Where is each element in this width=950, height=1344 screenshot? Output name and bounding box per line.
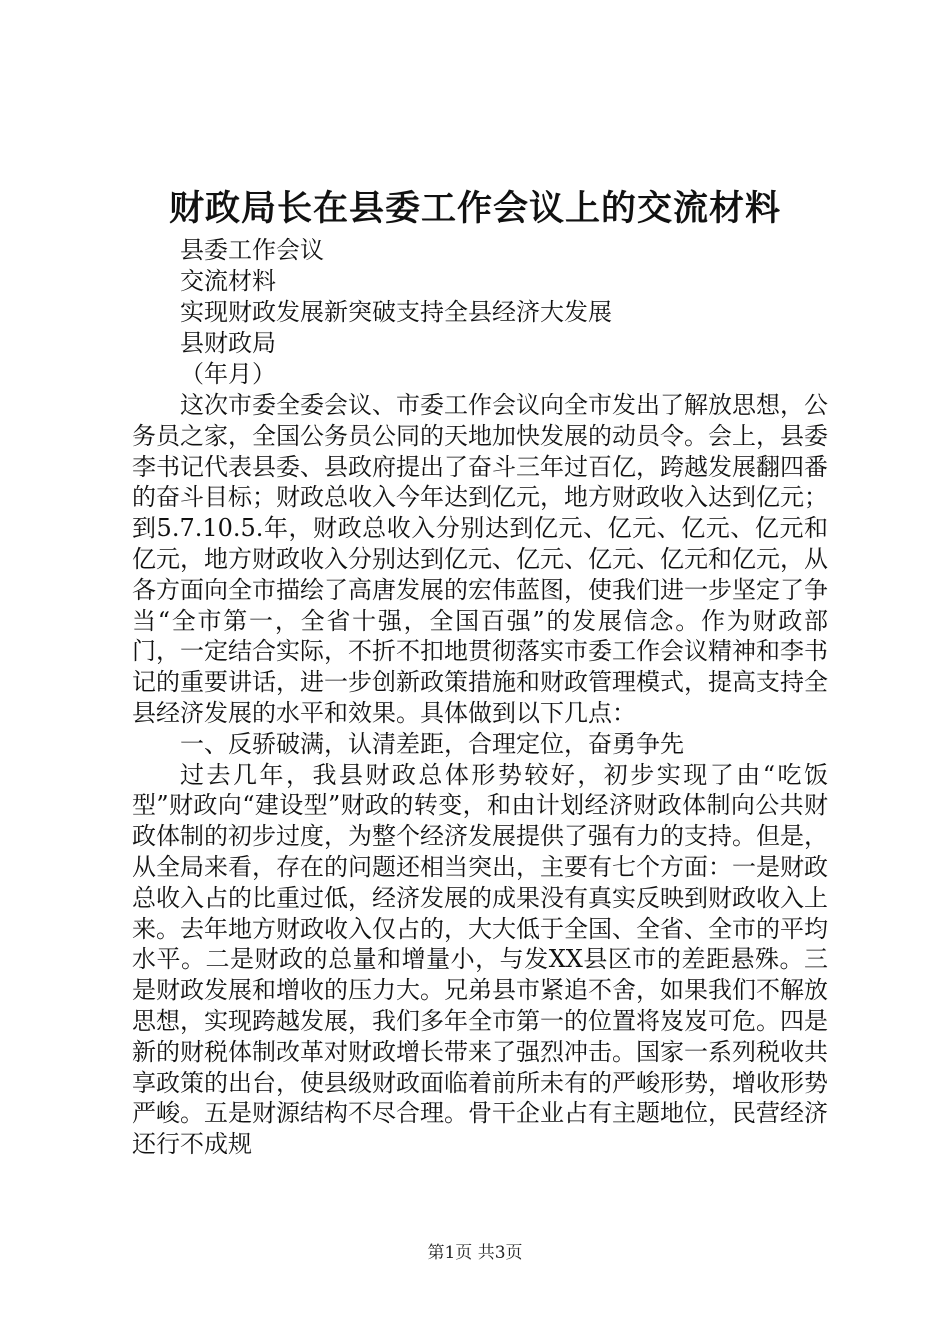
header-line-material: 交流材料 (180, 267, 276, 295)
document-header-lines (180, 235, 880, 390)
body-paragraph-problems: 过去几年，我县财政总体形势较好，初步实现了由“吃饭型”财政向“建设型”财政的转变，和由计划经济财政体制向公共财政体制的初步过度，为整个经济发展提供了强有力的支持。但是，从全局来看，存在的问题还相当突出，主要有七个方面：一是财政总收入占的比重过低，经济发展的成果没有真实反映到财政收入上来。去年地方财政收入仅占的，大大低于全国、全省、全市的平均水平。二是财政的总量和增量小，与发XX县区市的差距悬殊。三是财政发展和增收的压力大。兄弟县市紧追不舍，如果我们不解放思想，实现跨越发展，我们多年全市第一的位置将岌岌可危。四是新的财税体制改革对财政增长带来了强烈冲击。国家一系列税收共享政策的出台，使县级财政面临着前所未有的严峻形势，增收形势严峻。五是财源结构不尽合理。骨干企业占有主题地位，民营经济还行不成规 (132, 760, 828, 1159)
section-heading-1: 一、反骄破满，认清差距，合理定位，奋勇争先 (180, 729, 684, 758)
page-number-footer: 第1页 共3页 (427, 1243, 523, 1263)
document-body (132, 390, 828, 1160)
header-line-meeting: 县委工作会议 (180, 236, 324, 264)
header-line-subtitle: 实现财政发展新突破支持全县经济大发展 (180, 298, 612, 326)
header-line-author: 县财政局 (180, 329, 276, 357)
body-paragraph-intro: 这次市委全委会议、市委工作会议向全市发出了解放思想，公务员之家，全国公务员公同的天地加快发展的动员令。会上，县委李书记代表县委、县政府提出了奋斗三年过百亿，跨越发展翻四番的奋斗目标；财政总收入今年达到亿元，地方财政收入达到亿元；到5.7.10.5.年，财政总收入分别达到亿元、亿元、亿元、亿元和亿元，地方财政收入分别达到亿元、亿元、亿元、亿元和亿元，从各方面向全市描绘了高唐发展的宏伟蓝图，使我们进一步坚定了争当“全市第一，全省十强，全国百强”的发展信念。作为财政部门，一定结合实际，不折不扣地贯彻落实市委工作会议精神和李书记的重要讲话，进一步创新政策措施和财政管理模式，提高支持全县经济发展的水平和效果。具体做到以下几点： (132, 391, 828, 727)
document-title: 财政局长在县委工作会议上的交流材料 (168, 188, 781, 229)
header-line-date: （年月） (180, 360, 276, 388)
